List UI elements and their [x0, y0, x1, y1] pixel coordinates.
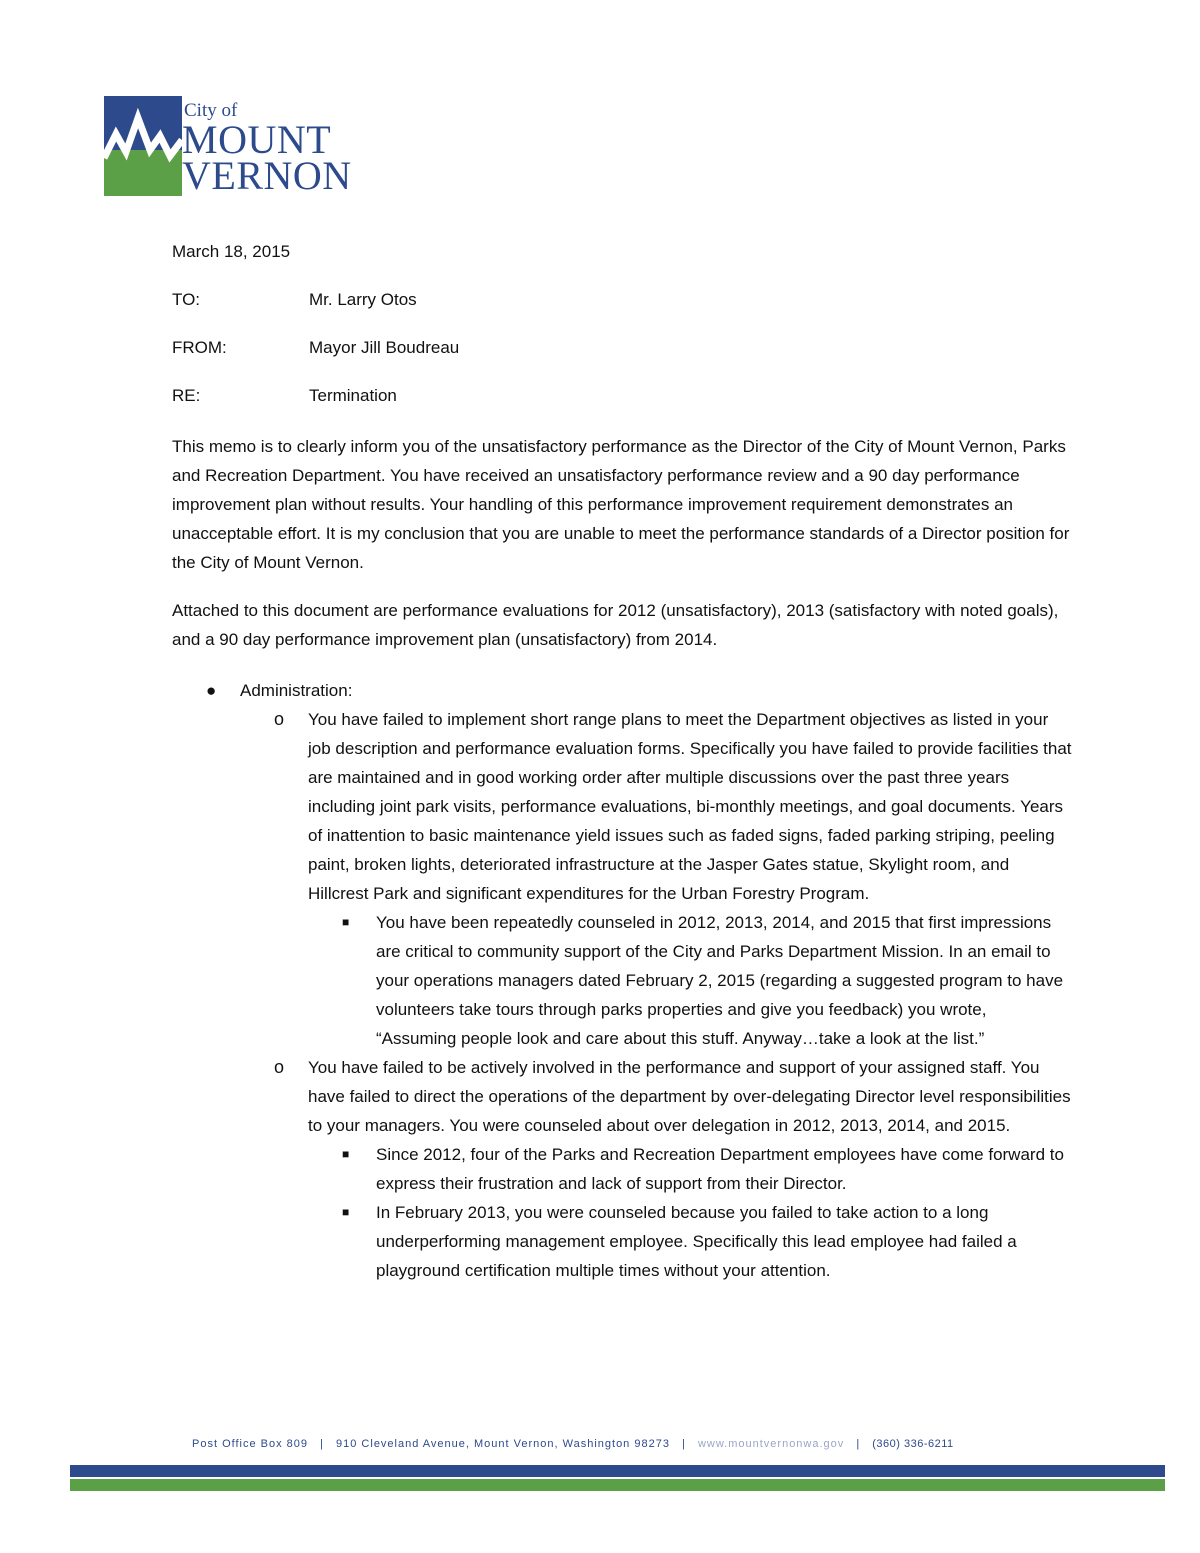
paragraph-intro-text: This memo is to clearly inform you of the unsatisfactory performance as the Director of the City of Mount Vernon, Parks and Recreation Department. You have received an unsatisfactory performance review and a 90 day performance improvement plan without results. Your handling of this performance improvement requirement demonstrates an unacceptable effort. It is my conclusion that you are unable to meet the performance standards of a Director position for the City of Mount Vernon.	[172, 437, 1070, 572]
footer-green-bar	[70, 1479, 1165, 1491]
memo-date: March 18, 2015	[172, 242, 291, 261]
square-bullet-icon: ■	[342, 1205, 350, 1219]
paragraph-attachments-text: Attached to this document are performance evaluations for 2012 (unsatisfactory), 2013 (satisfactory with noted goals), and a 90 day performance improvement plan (unsatisfactory) from 2014.	[172, 601, 1059, 649]
hollow-bullet-icon: o	[274, 709, 285, 729]
list-item	[274, 1053, 1072, 1140]
to-label: TO:	[172, 290, 201, 309]
footer-phone: (360) 336-6211	[872, 1438, 954, 1450]
section-title: Administration:	[240, 681, 353, 700]
footer-separator: |	[856, 1438, 861, 1450]
item-employees-text: Since 2012, four of the Parks and Recreation Department employees have come forward to express their frustration and lack of support from their Director.	[376, 1145, 1064, 1193]
city-logo	[104, 96, 374, 198]
logo-vernon: VERNON	[182, 153, 352, 198]
issues-list	[172, 676, 1072, 1285]
list-item	[342, 1198, 1066, 1285]
footer-address: 910 Cleveland Avenue, Mount Vernon, Washington 98273	[336, 1438, 670, 1450]
square-bullet-icon: ■	[342, 915, 350, 929]
from-value: Mayor Jill Boudreau	[309, 338, 460, 357]
mountain-logo-icon	[104, 96, 182, 196]
filled-bullet-icon: ●	[206, 681, 217, 700]
sublist-administration	[274, 705, 1072, 1285]
list-item	[342, 1140, 1066, 1198]
logo-mount: MOUNT	[182, 117, 332, 162]
re-label: RE:	[172, 386, 201, 405]
footer-contact	[192, 1438, 1022, 1450]
item-staff-text: You have failed to be actively involved in the performance and support of your assigned staff. You have failed to direct the operations of the department by over-delegating Director level responsibilities to your managers. You were counseled about over delegation in 2012, 2013, 2014, and 2015.	[308, 1058, 1071, 1135]
footer-po-box: Post Office Box 809	[192, 1438, 309, 1450]
footer-separator: |	[682, 1438, 686, 1450]
sublist-facilities	[342, 908, 1066, 1053]
paragraph-intro	[172, 432, 1072, 577]
logo-city-of: City of	[184, 100, 238, 121]
list-item-administration	[172, 676, 1072, 705]
item-counseled-text: You have been repeatedly counseled in 2012, 2013, 2014, and 2015 that first impressions are critical to community support of the City and Parks Department Mission. In an email to your operations managers dated February 2, 2015 (regarding a suggested program to have volunteers take tours through parks properties and give you feedback) you wrote, “Assuming people look and care about this stuff. Anyway…take a look at the list.”	[376, 913, 1064, 1048]
list-item	[274, 705, 1072, 908]
re-value: Termination	[309, 386, 397, 405]
item-facilities-text: You have failed to implement short range plans to meet the Department objectives as listed in your job description and performance evaluation forms. Specifically you have failed to provide facilities that are maintained and in good working order after multiple discussions over the past three years including joint park visits, performance evaluations, bi-monthly meetings, and goal documents. Years of inattention to basic maintenance yield issues such as faded signs, faded parking striping, peeling paint, broken lights, deteriorated infrastructure at the Jasper Gates statue, Skylight room, and Hillcrest Park and significant expenditures for the Urban Forestry Program.	[308, 710, 1072, 903]
to-value: Mr. Larry Otos	[309, 290, 417, 309]
footer-website-link[interactable]: www.mountvernonwa.gov	[697, 1438, 845, 1450]
footer-separator: |	[320, 1438, 324, 1450]
paragraph-attachments	[172, 596, 1072, 654]
sublist-staff	[342, 1140, 1066, 1285]
hollow-bullet-icon: o	[274, 1057, 285, 1077]
item-february-text: In February 2013, you were counseled because you failed to take action to a long underperforming management employee. Specifically this lead employee had failed a playground certification multiple times without your attention.	[376, 1203, 1017, 1280]
footer-blue-bar	[70, 1465, 1165, 1477]
square-bullet-icon: ■	[342, 1147, 350, 1161]
list-item	[342, 908, 1066, 1053]
from-label: FROM:	[172, 338, 227, 357]
